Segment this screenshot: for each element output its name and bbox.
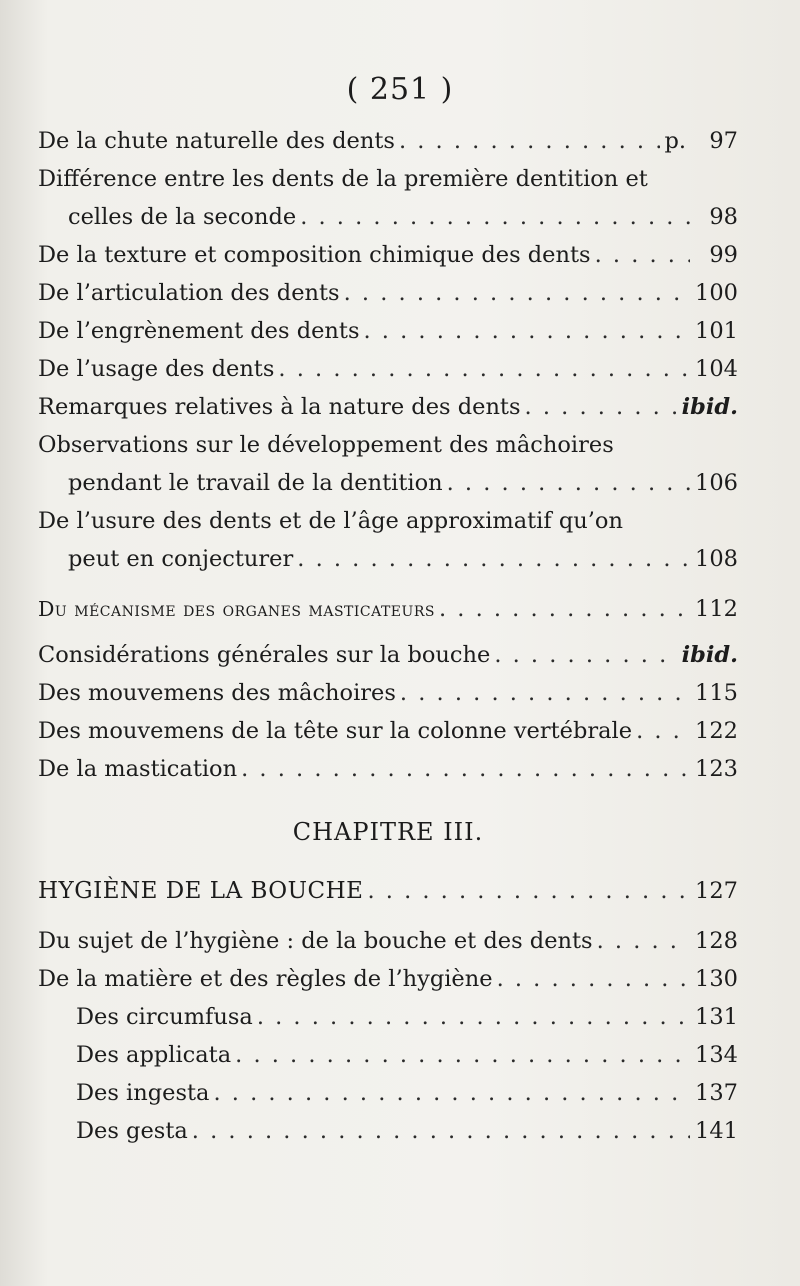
entry-title: Remarques relatives à la nature des dents (38, 394, 521, 420)
toc-entry (38, 388, 738, 426)
entry-title: Des gesta (76, 1118, 188, 1144)
toc-entry (38, 426, 738, 502)
dot-leader (525, 388, 678, 426)
entry-title-line1: De l’usure des dents et de l’âge approximatif qu’on (38, 508, 623, 534)
toc-entry (38, 502, 738, 578)
toc-entry (38, 160, 738, 236)
entry-title: De la matière et des règles de l’hygiène (38, 966, 493, 992)
entry-page: 134 (695, 1042, 738, 1068)
entry-title: Du sujet de l’hygiène : de la bouche et des dents (38, 928, 593, 954)
entry-page: 123 (695, 756, 738, 782)
toc-subentry (38, 1074, 738, 1112)
entry-title: Considérations générales sur la bouche (38, 642, 491, 668)
toc-entry (38, 922, 738, 960)
dot-leader (297, 540, 690, 578)
toc-entry (38, 122, 738, 160)
entry-title: Des ingesta (76, 1080, 210, 1106)
table-of-contents (38, 122, 738, 1150)
entry-page: 115 (695, 680, 738, 706)
entry-title: Des mouvemens des mâchoires (38, 680, 396, 706)
entry-title-line2: pendant le travail de la dentition (68, 470, 443, 496)
entry-title: Des circumfusa (76, 1004, 253, 1030)
toc-entry (38, 674, 738, 712)
dot-leader (300, 198, 690, 236)
dot-leader (235, 1036, 690, 1074)
entry-page: 130 (695, 966, 738, 992)
page-prefix: p. (664, 128, 686, 154)
toc-entry (38, 350, 738, 388)
entry-title-line1: Différence entre les dents de la première dentition et (38, 166, 648, 192)
entry-page: 99 (709, 242, 738, 268)
entry-title: De l’engrènement des dents (38, 318, 360, 344)
toc-subentry (38, 1112, 738, 1150)
entry-page: 98 (709, 204, 738, 230)
entry-title: Des applicata (76, 1042, 232, 1068)
entry-page: 141 (695, 1118, 738, 1144)
entry-title: De l’usage des dents (38, 356, 275, 382)
toc-entry (38, 236, 738, 274)
entry-title: De l’articulation des dents (38, 280, 340, 306)
toc-entry (38, 750, 738, 788)
entry-page: 137 (695, 1080, 738, 1106)
dot-leader (192, 1112, 690, 1150)
toc-subentry (38, 1036, 738, 1074)
dot-leader (597, 922, 690, 960)
page-number: ( 251 ) (346, 72, 454, 107)
toc-subentry (38, 998, 738, 1036)
entry-page: 97 (709, 128, 738, 154)
entry-title-line2: peut en conjecturer (68, 546, 294, 572)
entry-page: 122 (695, 718, 738, 744)
entry-title: De la chute naturelle des dents (38, 128, 395, 154)
dot-leader (447, 464, 690, 502)
toc-section-entry (38, 872, 738, 910)
dot-leader (595, 236, 690, 274)
toc-entry (38, 960, 738, 998)
dot-leader (497, 960, 690, 998)
toc-entry (38, 312, 738, 350)
entry-page: 131 (695, 1004, 738, 1030)
entry-page: 104 (695, 356, 738, 382)
toc-entry (38, 712, 738, 750)
entry-page: 100 (695, 280, 738, 306)
toc-section-entry (38, 590, 738, 628)
entry-title-line1: Observations sur le développement des mâchoires (38, 432, 614, 458)
dot-leader (494, 636, 677, 674)
entry-page: 127 (695, 878, 738, 904)
dot-leader (364, 312, 691, 350)
entry-page: 128 (695, 928, 738, 954)
dot-leader (257, 998, 690, 1036)
entry-page: 112 (695, 596, 738, 622)
dot-leader (636, 712, 690, 750)
toc-entry (38, 636, 738, 674)
entry-page: ibid. (681, 394, 738, 420)
section-title: Du mécanisme des organes masticateurs (38, 597, 435, 621)
entry-page: ibid. (681, 642, 738, 668)
dot-leader (367, 872, 690, 910)
entry-page: 106 (695, 470, 738, 496)
entry-title: De la texture et composition chimique des dents (38, 242, 591, 268)
entry-title: De la mastication (38, 756, 238, 782)
dot-leader (344, 274, 690, 312)
toc-entry (38, 274, 738, 312)
dot-leader (213, 1074, 690, 1112)
dot-leader (399, 122, 660, 160)
section-title: HYGIÈNE DE LA BOUCHE (38, 878, 364, 904)
dot-leader (400, 674, 690, 712)
dot-leader (278, 350, 690, 388)
entry-page: 101 (695, 318, 738, 344)
dot-leader (439, 590, 690, 628)
dot-leader (241, 750, 690, 788)
entry-title: Des mouvemens de la tête sur la colonne vertébrale (38, 718, 633, 744)
entry-page: 108 (695, 546, 738, 572)
chapter-heading: CHAPITRE III. (292, 818, 484, 846)
entry-title-line2: celles de la seconde (68, 204, 297, 230)
